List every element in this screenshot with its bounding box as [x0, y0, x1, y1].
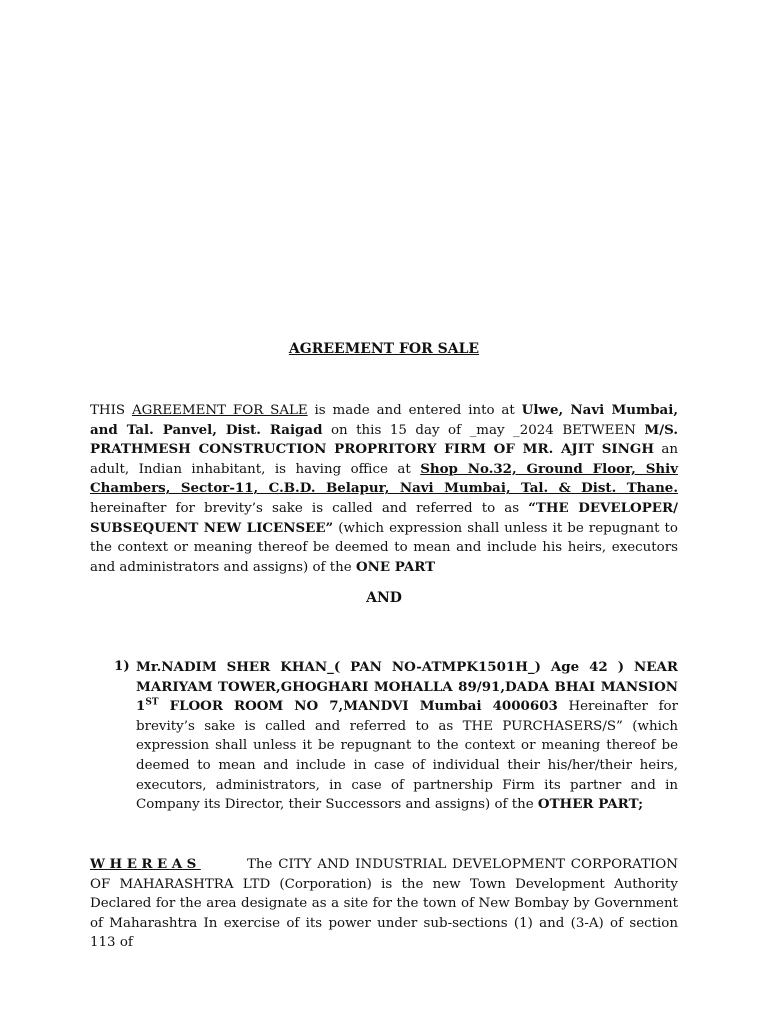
- place: Ulwe, Navi Mumbai, and Tal. Panvel, Dist. Raigad: [90, 402, 678, 438]
- text: an adult, Indian inhabitant, is having office at: [90, 442, 678, 477]
- developer-name: M/S. PRATHMESH CONSTRUCTION PROPRITORY FIRM OF MR. AJIT SINGH: [90, 421, 678, 458]
- agreement-ref: AGREEMENT FOR SALE: [131, 403, 308, 418]
- purchaser-address: FLOOR ROOM NO 7,MANDVI Mumbai 4000603: [158, 698, 558, 715]
- floor-superscript: ST: [145, 697, 159, 708]
- developer-address: Shop No.32, Ground Floor, Shiv Chambers, Sector-11, C.B.D. Belapur, Navi Mumbai, Tal. & Dist. Thane.: [90, 460, 678, 497]
- parties-paragraph-developer: [90, 401, 678, 577]
- other-part: OTHER PART;: [537, 796, 644, 813]
- text: (which expression shall unless it be repugnant to the context or meaning thereof be deemed to mean and include his heirs, executors and administrators and assigns) of the: [90, 520, 678, 575]
- developer-designation: “THE DEVELOPER/ SUBSEQUENT NEW LICENSEE”: [90, 499, 679, 536]
- whereas-paragraph: [90, 855, 683, 953]
- date-text: on this 15 day of _may _2024 BETWEEN: [322, 422, 645, 438]
- whereas-text: The CITY AND INDUSTRIAL DEVELOPMENT CORPORATION OF MAHARASHTRA LTD (Corporation) is the new Town Development Authority Declared for the area designate as a site for the town of New Bombay by Government of Maharashtra In exercise of its power under sub-sections (1) and (3-A) of section 113 of: [90, 857, 683, 951]
- purchaser-details: Mr.NADIM SHER KHAN_( PAN NO-ATMPK1501H_) Age 42 ) NEAR MARIYAM TOWER,GHOGHARI MOHALLA 89/91,DADA BHAI MANSION 1: [136, 659, 678, 715]
- text: is made and entered into at: [307, 403, 522, 418]
- party-number: 1): [114, 658, 130, 674]
- document-title: AGREEMENT FOR SALE: [288, 341, 480, 357]
- text: hereinafter for brevity’s sake is called and referred to as: [90, 500, 529, 516]
- whereas-label: WHEREAS: [90, 856, 201, 872]
- one-part: ONE PART: [355, 558, 436, 575]
- parties-paragraph-purchaser: [136, 658, 678, 815]
- text: THIS: [90, 403, 132, 418]
- text: Hereinafter for brevity’s sake is called and referred to as THE PURCHASERS/S” (which expression shall unless it be repugnant to the context or meaning thereof be deemed to mean and include in case of individual their his/her/their heirs, executors, administrators, in case of partnership Firm its partner and in Company its Director, their Successors and assigns) of the: [136, 699, 678, 813]
- and-separator: AND: [366, 590, 402, 606]
